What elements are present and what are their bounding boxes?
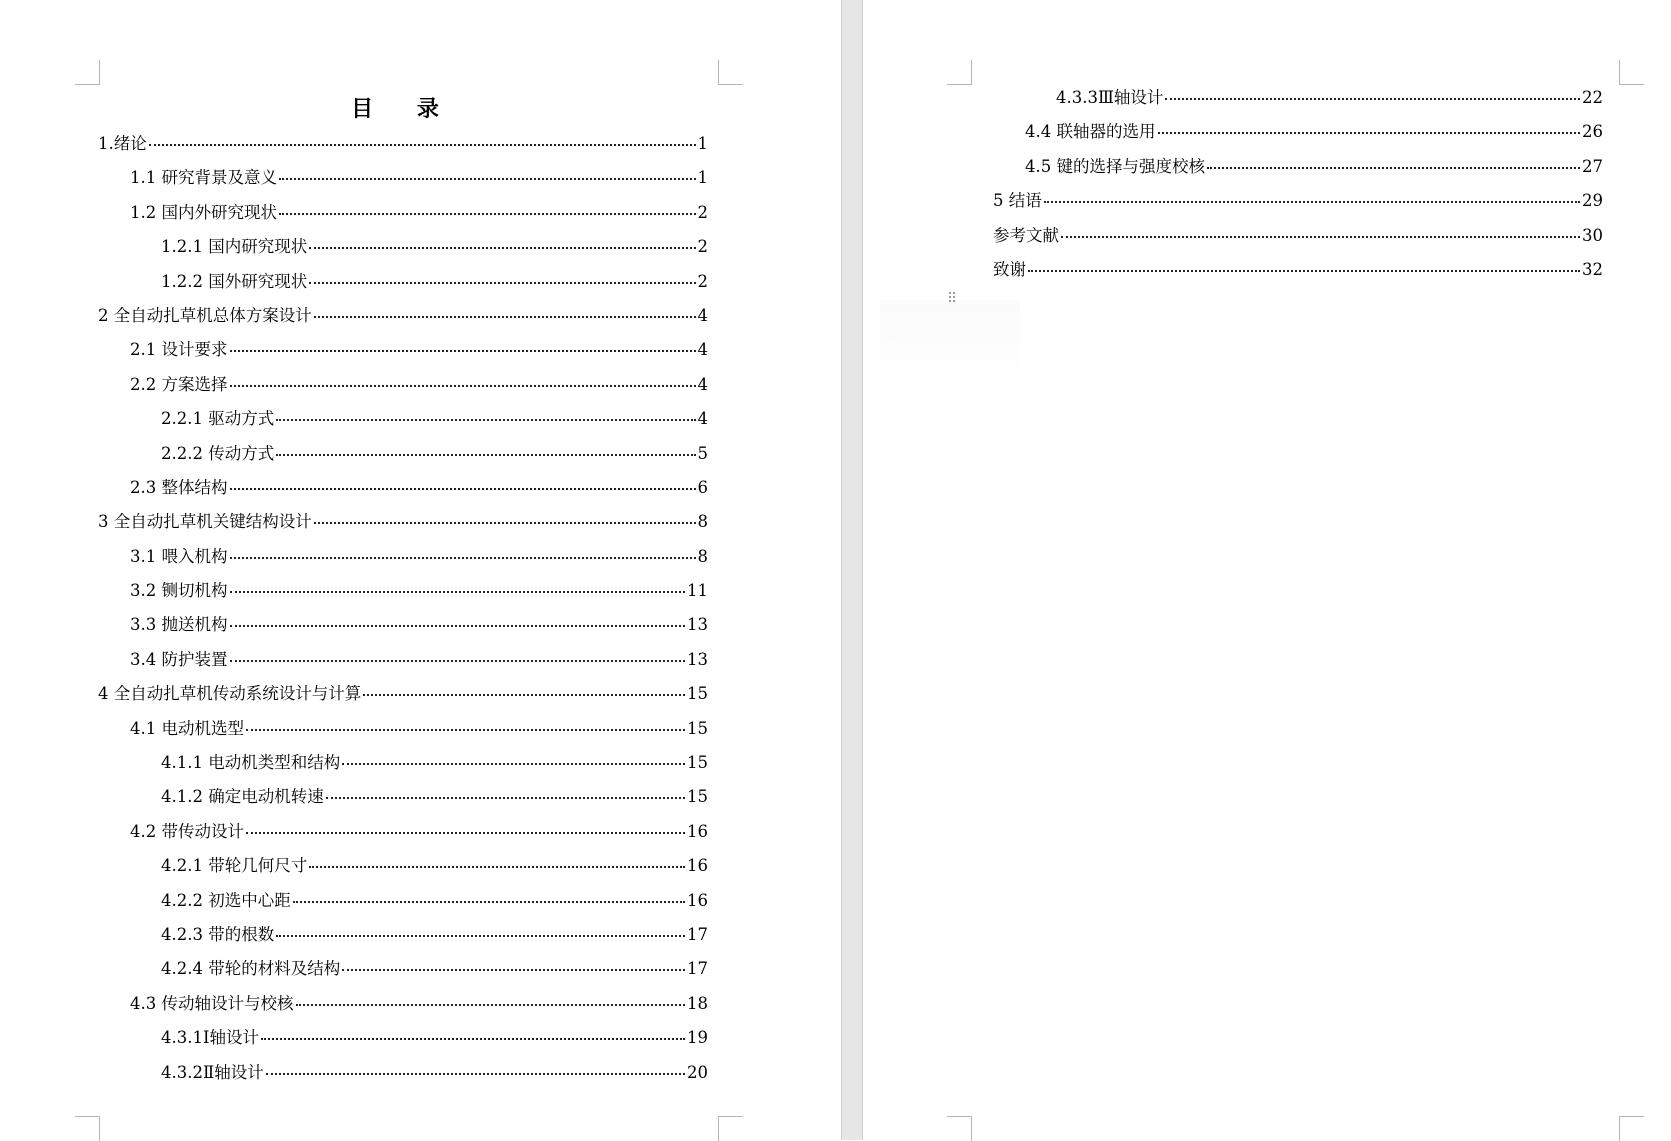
toc-entry[interactable] bbox=[98, 818, 708, 852]
toc-entry-label: 1.绪论 bbox=[98, 134, 147, 153]
toc-entry[interactable] bbox=[993, 187, 1603, 221]
toc-entry-label: 4.2.3 带的根数 bbox=[161, 924, 275, 944]
toc-entry-page: 4 bbox=[697, 409, 708, 429]
toc-entry[interactable] bbox=[98, 921, 708, 955]
toc-entry-label: 4.4 联轴器的选用 bbox=[1025, 122, 1156, 142]
margin-corner-bottom-left bbox=[75, 1116, 100, 1141]
toc-entry[interactable] bbox=[98, 990, 708, 1024]
toc-entry-label: 1.2.1 国内研究现状 bbox=[161, 237, 308, 257]
toc-dot-leader bbox=[276, 934, 685, 937]
toc-entry[interactable] bbox=[993, 84, 1603, 118]
toc-entry-page: 4 bbox=[697, 374, 708, 394]
toc-entry-page: 1 bbox=[697, 168, 708, 188]
toc-entry[interactable] bbox=[993, 222, 1603, 256]
toc-entry[interactable] bbox=[98, 164, 708, 198]
toc-entry[interactable] bbox=[98, 715, 708, 749]
toc-entry-label: 1.1 研究背景及意义 bbox=[130, 168, 277, 188]
toc-entry-page: 16 bbox=[687, 856, 708, 876]
toc-entry[interactable] bbox=[98, 543, 708, 577]
page-gutter bbox=[841, 0, 863, 1140]
toc-entry-page: 15 bbox=[687, 787, 708, 807]
toc-dot-leader bbox=[230, 590, 686, 593]
toc-entry[interactable] bbox=[98, 199, 708, 233]
toc-entry-page: 16 bbox=[687, 890, 708, 910]
toc-dot-leader bbox=[1044, 200, 1580, 203]
toc-dot-leader bbox=[1158, 131, 1581, 134]
toc-title: 目 录 bbox=[351, 96, 457, 122]
toc-entry[interactable] bbox=[98, 749, 708, 783]
toc-entry-page: 32 bbox=[1582, 259, 1603, 279]
toc-entry-label: 4.2.4 带轮的材料及结构 bbox=[161, 959, 341, 979]
toc-entry[interactable] bbox=[98, 783, 708, 817]
toc-entry-page: 17 bbox=[687, 959, 708, 979]
toc-entry[interactable] bbox=[98, 680, 708, 714]
toc-dot-leader bbox=[230, 624, 686, 627]
toc-dot-leader bbox=[230, 659, 686, 662]
toc-entry-label: 致谢 bbox=[993, 259, 1026, 279]
toc-entry-label: 2.1 设计要求 bbox=[130, 340, 228, 360]
toc-entry-label: 2 全自动扎草机总体方案设计 bbox=[98, 305, 312, 325]
toc-dot-leader bbox=[276, 418, 695, 421]
toc-dot-leader bbox=[230, 556, 696, 559]
toc-entry-page: 17 bbox=[687, 924, 708, 944]
toc-entry-label: 5 结语 bbox=[993, 191, 1042, 211]
toc-entry[interactable] bbox=[98, 508, 708, 542]
toc-entry-page: 4 bbox=[697, 340, 708, 360]
toc-entry-page: 13 bbox=[687, 615, 708, 635]
toc-dot-leader bbox=[309, 865, 685, 868]
toc-entry-label: 4.1 电动机选型 bbox=[130, 718, 244, 738]
toc-entry[interactable] bbox=[98, 405, 708, 439]
margin-corner-bottom-right bbox=[1619, 1116, 1644, 1141]
toc-entry-page: 11 bbox=[687, 581, 708, 601]
toc-entry[interactable] bbox=[98, 887, 708, 921]
toc-entry-page: 29 bbox=[1582, 191, 1603, 211]
toc-entry-page: 15 bbox=[687, 753, 708, 773]
toc-dot-leader bbox=[296, 1003, 686, 1006]
toc-list-left bbox=[98, 130, 708, 1093]
toc-entry-page: 19 bbox=[687, 1028, 708, 1048]
toc-entry[interactable] bbox=[98, 268, 708, 302]
toc-entry-label: 4.5 键的选择与强度校核 bbox=[1025, 156, 1205, 176]
toc-dot-leader bbox=[314, 521, 696, 524]
toc-entry-label: 3.1 喂入机构 bbox=[130, 546, 228, 566]
toc-entry[interactable] bbox=[98, 1024, 708, 1058]
toc-entry[interactable] bbox=[993, 256, 1603, 290]
toc-dot-leader bbox=[342, 968, 685, 971]
toc-dot-leader bbox=[309, 246, 695, 249]
toc-dot-leader bbox=[363, 693, 685, 696]
toc-entry[interactable] bbox=[98, 955, 708, 989]
toc-entry-label: 4.1.1 电动机类型和结构 bbox=[161, 753, 341, 773]
toc-entry-label: 4.2.1 带轮几何尺寸 bbox=[161, 856, 308, 876]
toc-dot-leader bbox=[293, 900, 685, 903]
toc-dot-leader bbox=[314, 315, 696, 318]
toc-entry-page: 30 bbox=[1582, 225, 1603, 245]
toc-entry-page: 1 bbox=[697, 134, 708, 153]
toc-entry-label: 3.3 抛送机构 bbox=[130, 615, 228, 635]
toc-entry-label: 2.2.1 驱动方式 bbox=[161, 409, 275, 429]
toc-entry[interactable] bbox=[98, 371, 708, 405]
toc-dot-leader bbox=[1207, 166, 1580, 169]
toc-entry-page: 22 bbox=[1582, 88, 1603, 107]
toc-dot-leader bbox=[1028, 269, 1580, 272]
toc-entry-page: 2 bbox=[697, 237, 708, 257]
toc-entry-label: 参考文献 bbox=[993, 225, 1059, 245]
page-right bbox=[863, 0, 1671, 1140]
toc-entry-label: 4 全自动扎草机传动系统设计与计算 bbox=[98, 684, 362, 704]
toc-entry[interactable] bbox=[98, 577, 708, 611]
toc-entry-label: 4.3.3Ⅲ轴设计 bbox=[1056, 88, 1164, 107]
toc-entry-label: 4.3 传动轴设计与校核 bbox=[130, 993, 294, 1013]
toc-entry[interactable] bbox=[98, 336, 708, 370]
toc-entry-page: 26 bbox=[1582, 122, 1603, 142]
toc-entry[interactable] bbox=[98, 302, 708, 336]
toc-dot-leader bbox=[279, 212, 696, 215]
toc-dot-leader bbox=[1061, 235, 1580, 238]
toc-entry-label: 4.2 带传动设计 bbox=[130, 821, 244, 841]
toc-entry-page: 8 bbox=[697, 512, 708, 532]
margin-corner-top-right bbox=[718, 60, 743, 85]
toc-entry-page: 8 bbox=[697, 546, 708, 566]
toc-entry-page: 16 bbox=[687, 821, 708, 841]
toc-entry[interactable] bbox=[993, 153, 1603, 187]
toc-dot-leader bbox=[1165, 97, 1580, 100]
margin-corner-bottom-left bbox=[947, 1116, 972, 1141]
toc-dot-leader bbox=[342, 762, 685, 765]
toc-dot-leader bbox=[230, 349, 696, 352]
toc-entry[interactable] bbox=[98, 611, 708, 645]
toc-entry-label: 3.4 防护装置 bbox=[130, 649, 228, 669]
margin-corner-top-left bbox=[947, 60, 972, 85]
toc-dot-leader bbox=[261, 1037, 685, 1040]
toc-entry-label: 3.2 铡切机构 bbox=[130, 581, 228, 601]
toc-dot-leader bbox=[326, 796, 685, 799]
toc-entry-page: 13 bbox=[687, 649, 708, 669]
toc-dot-leader bbox=[276, 453, 695, 456]
toc-entry-page: 4 bbox=[697, 305, 708, 325]
toc-dot-leader bbox=[149, 143, 696, 146]
toc-entry-label: 2.3 整体结构 bbox=[130, 477, 228, 497]
toc-entry-label: 4.1.2 确定电动机转速 bbox=[161, 787, 324, 807]
toc-entry-label: 3 全自动扎草机关键结构设计 bbox=[98, 512, 312, 532]
toc-entry-page: 2 bbox=[697, 202, 708, 222]
toc-entry-page: 18 bbox=[687, 993, 708, 1013]
drag-handle-icon[interactable]: ⠿ bbox=[947, 291, 959, 307]
toc-entry-label: 1.2 国内外研究现状 bbox=[130, 202, 277, 222]
toc-entry-label: 4.3.2Ⅱ轴设计 bbox=[161, 1062, 264, 1082]
toc-dot-leader bbox=[309, 281, 695, 284]
toc-dot-leader bbox=[279, 177, 696, 180]
toc-entry[interactable] bbox=[993, 118, 1603, 152]
toc-dot-leader bbox=[266, 1072, 685, 1075]
margin-corner-top-left bbox=[75, 60, 100, 85]
toc-entry-page: 2 bbox=[697, 271, 708, 291]
margin-corner-bottom-right bbox=[718, 1116, 743, 1141]
table-selection-area bbox=[880, 300, 1020, 400]
toc-dot-leader bbox=[246, 831, 685, 834]
toc-list-right bbox=[993, 84, 1603, 290]
toc-entry[interactable] bbox=[98, 130, 708, 164]
toc-entry[interactable] bbox=[98, 440, 708, 474]
toc-entry-label: 4.2.2 初选中心距 bbox=[161, 890, 291, 910]
toc-entry-page: 15 bbox=[687, 684, 708, 704]
toc-entry-page: 5 bbox=[697, 443, 708, 463]
toc-entry-page: 20 bbox=[687, 1062, 708, 1082]
toc-entry[interactable] bbox=[98, 852, 708, 886]
toc-entry[interactable] bbox=[98, 646, 708, 680]
margin-corner-top-right bbox=[1619, 60, 1644, 85]
toc-entry[interactable] bbox=[98, 474, 708, 508]
toc-entry-label: 1.2.2 国外研究现状 bbox=[161, 271, 308, 291]
toc-dot-leader bbox=[230, 487, 696, 490]
toc-entry-page: 27 bbox=[1582, 156, 1603, 176]
toc-dot-leader bbox=[246, 728, 685, 731]
toc-entry-page: 6 bbox=[697, 477, 708, 497]
toc-entry[interactable] bbox=[98, 233, 708, 267]
toc-dot-leader bbox=[230, 384, 696, 387]
toc-entry-label: 2.2.2 传动方式 bbox=[161, 443, 275, 463]
toc-entry-label: 2.2 方案选择 bbox=[130, 374, 228, 394]
toc-entry[interactable] bbox=[98, 1059, 708, 1093]
toc-entry-page: 15 bbox=[687, 718, 708, 738]
toc-entry-label: 4.3.1Ⅰ轴设计 bbox=[161, 1028, 260, 1048]
